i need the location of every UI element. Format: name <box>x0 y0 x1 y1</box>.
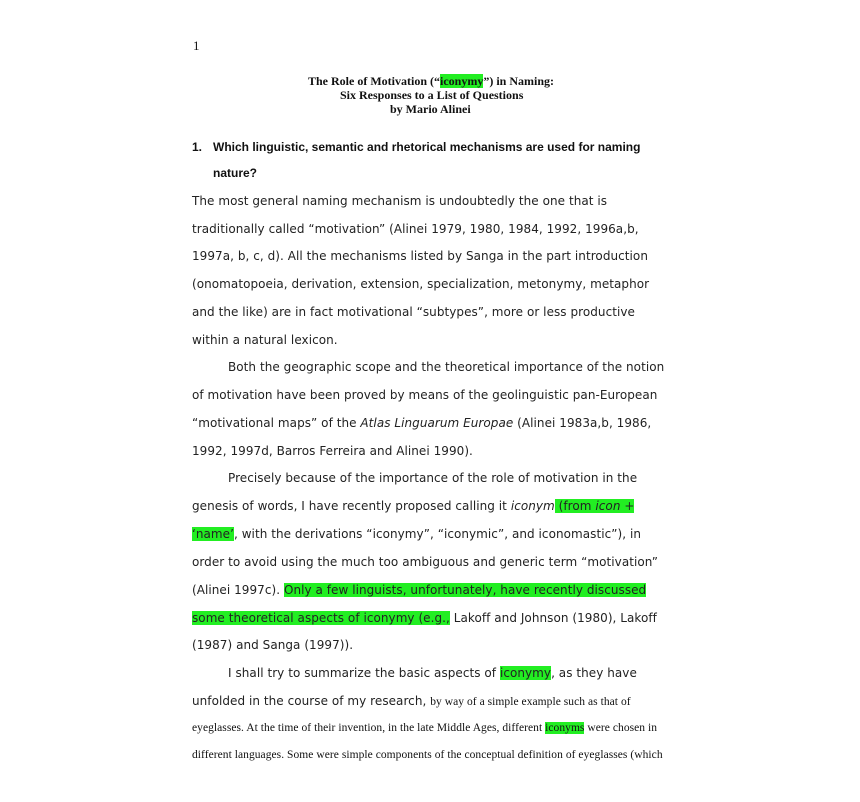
body-line: (onomatopoeia, derivation, extension, specialization, metonymy, metaphor <box>192 277 650 291</box>
highlighted-text: Only a few linguists, unfortunately, have recently discussed <box>283 583 647 597</box>
italic-term: iconym <box>510 499 555 513</box>
highlighted-text: some theoretical aspects of iconymy (e.g., <box>192 611 450 625</box>
body-text: + <box>620 499 635 513</box>
body-text: I shall try to summarize the basic aspects of <box>228 666 500 680</box>
title-line-2: Six Responses to a List of Questions <box>340 88 524 102</box>
body-line: within a natural lexicon. <box>192 333 338 347</box>
highlighted-term: iconymy <box>499 666 552 680</box>
body-line <box>192 416 651 430</box>
body-line: The most general naming mechanism is undoubtedly the one that is <box>192 194 608 208</box>
body-line: different languages. Some were simple components of the conceptual definition of eyeglasses (which <box>192 749 663 761</box>
body-line: traditionally called “motivation” (Alinei 1979, 1980, 1984, 1992, 1996a,b, <box>192 222 639 236</box>
title-line-1 <box>308 74 554 89</box>
body-text: genesis of words, I have recently proposed calling it <box>192 499 511 513</box>
body-line: order to avoid using the much too ambiguous and generic term “motivation” <box>192 555 659 569</box>
body-line: 1992, 1997d, Barros Ferreira and Alinei 1990). <box>192 444 473 458</box>
body-line <box>192 722 657 734</box>
body-text: , with the derivations “iconymy”, “iconymic”, and iconomastic”), in <box>233 527 642 541</box>
body-line <box>192 694 631 708</box>
italic-term: icon <box>595 499 621 513</box>
italic-title: Atlas Linguarum Europae <box>360 416 514 430</box>
page-number: 1 <box>193 38 200 53</box>
body-text: eyeglasses. At the time of their invention, in the late Middle Ages, different <box>192 722 546 734</box>
body-text-serif: by way of a simple example such as that of <box>430 696 631 708</box>
body-text: (Alinei 1997c). <box>192 583 284 597</box>
body-line: 1997a, b, c, d). All the mechanisms listed by Sanga in the part introduction <box>192 249 648 263</box>
body-text: (Alinei 1983a,b, 1986, <box>513 416 652 430</box>
title-text: The Role of Motivation (“ <box>308 74 440 88</box>
section-heading <box>192 140 640 154</box>
body-text: Lakoff and Johnson (1980), Lakoff <box>449 611 657 625</box>
body-line: and the like) are in fact motivational “subtypes”, more or less productive <box>192 305 635 319</box>
body-line: Precisely because of the importance of the role of motivation in the <box>228 471 638 485</box>
body-line <box>192 611 657 625</box>
section-number: 1. <box>192 140 203 154</box>
author-line: by Mario Alinei <box>390 102 471 116</box>
highlighted-text <box>555 499 635 513</box>
body-line: (1987) and Sanga (1997)). <box>192 638 354 652</box>
body-text: “motivational maps” of the <box>192 416 361 430</box>
body-text: , as they have <box>551 666 637 680</box>
title-text: ”) in Naming: <box>483 74 554 88</box>
body-text: were chosen in <box>584 722 658 734</box>
highlighted-term: iconyms <box>545 722 585 734</box>
body-text: (from <box>554 499 596 513</box>
body-line <box>192 527 641 541</box>
body-text: unfolded in the course of my research, <box>192 694 431 708</box>
body-line <box>192 583 646 597</box>
body-line <box>192 499 634 513</box>
section-heading-cont: nature? <box>213 166 258 180</box>
section-heading-text: Which linguistic, semantic and rhetorical mechanisms are used for naming <box>213 140 641 154</box>
body-line: of motivation have been proved by means of the geolinguistic pan-European <box>192 388 658 402</box>
highlighted-term: iconymy <box>439 74 484 88</box>
highlighted-text: ‘name’ <box>192 527 234 541</box>
body-line <box>228 666 637 680</box>
body-line: Both the geographic scope and the theoretical importance of the notion <box>228 360 665 374</box>
